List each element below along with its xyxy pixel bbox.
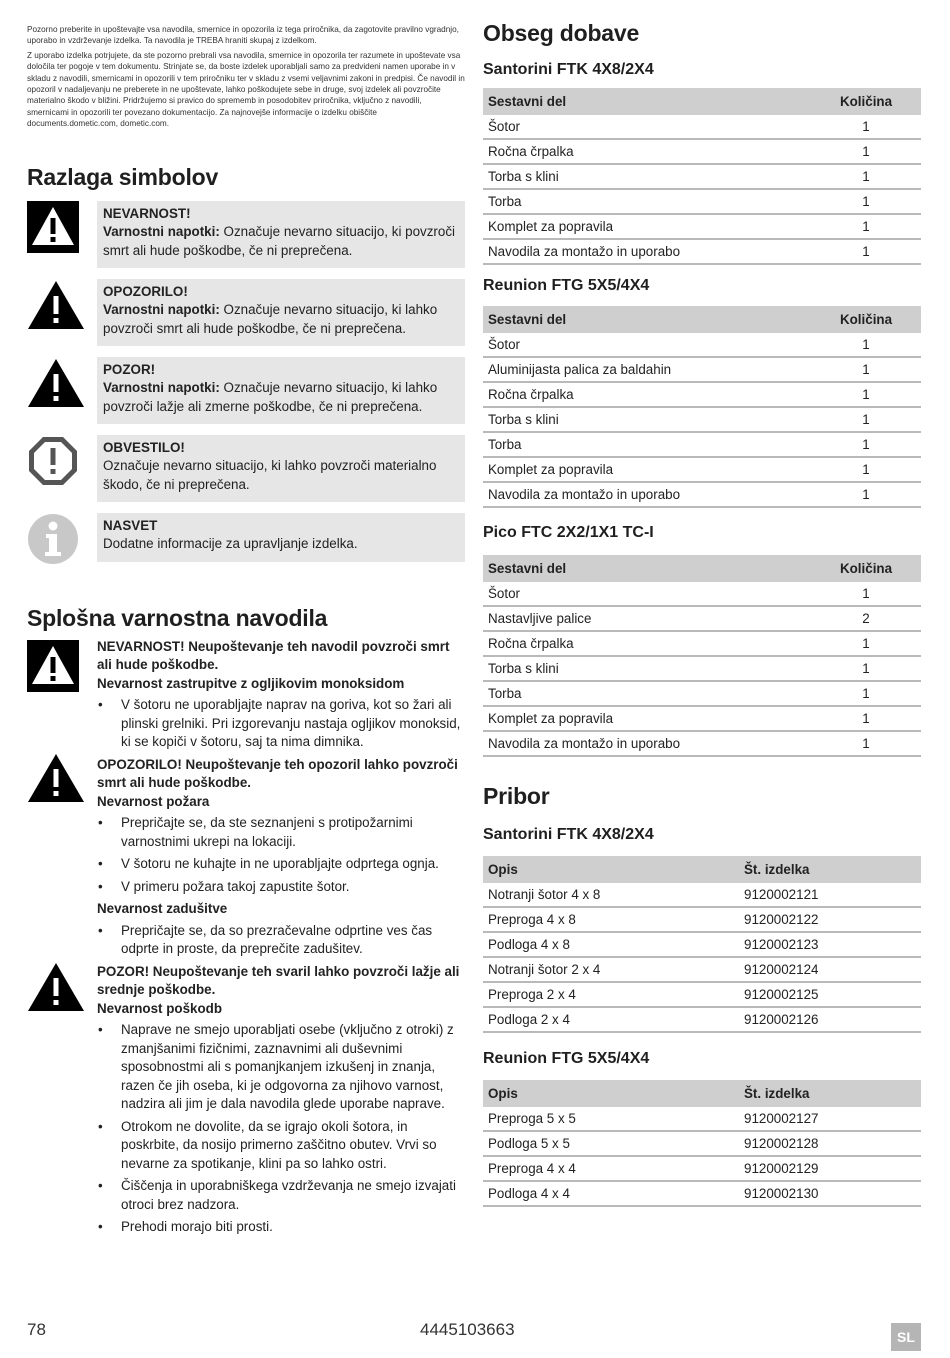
cell-part: Nastavljive palice	[483, 606, 811, 631]
accessories-table-2	[483, 1080, 921, 1207]
symbol-notice-box	[97, 435, 465, 503]
cell-part: Torba	[483, 432, 811, 457]
cell-number: 9120002122	[739, 907, 921, 932]
right-column	[483, 20, 921, 1207]
list-item: • V šotoru ne kuhajte in ne uporabljajte odprtega ognja.	[97, 855, 465, 874]
table-row	[483, 1107, 921, 1131]
language-badge: SL	[891, 1323, 921, 1351]
cell-qty: 1	[811, 457, 921, 482]
cell-part: Torba s klini	[483, 656, 811, 681]
list-item: • Prepričajte se, da so prezračevalne odprtine ves čas odprte in proste, da preprečite zadušitev.	[97, 922, 465, 959]
cell-number: 9120002121	[739, 883, 921, 907]
col-header-number: Št. izdelka	[739, 1080, 921, 1107]
table-row	[483, 139, 921, 164]
table-row	[483, 957, 921, 982]
symbol-danger-title: NEVARNOST!	[103, 205, 191, 221]
symbol-tip-text: Dodatne informacije za upravljanje izdelka.	[103, 536, 358, 552]
cell-part: Navodila za montažo in uporabo	[483, 731, 811, 756]
warning-triangle-icon	[27, 752, 85, 804]
cell-part: Aluminijasta palica za baldahin	[483, 357, 811, 382]
safety-warning	[27, 756, 465, 959]
cell-desc: Podloga 4 x 4	[483, 1181, 739, 1206]
safety-caution	[27, 963, 465, 1237]
cell-number: 9120002129	[739, 1156, 921, 1181]
symbol-danger-box	[97, 201, 465, 269]
table-row	[483, 706, 921, 731]
table-row	[483, 1131, 921, 1156]
cell-desc: Podloga 4 x 8	[483, 932, 739, 957]
caution-triangle-icon	[27, 357, 85, 409]
col-header-number: Št. izdelka	[739, 856, 921, 883]
cell-part: Komplet za popravila	[483, 214, 811, 239]
symbol-caution-lead: Varnostni napotki:	[103, 380, 220, 396]
safety-caution-head: POZOR! Neupoštevanje teh svaril lahko povzroči lažje ali srednje poškodbe.	[97, 963, 460, 998]
symbol-warning-box	[97, 279, 465, 347]
scope-table-1	[483, 88, 921, 265]
col-header-qty: Količina	[811, 306, 921, 333]
info-icon	[27, 513, 79, 565]
safety-danger	[27, 638, 465, 752]
cell-qty: 1	[811, 706, 921, 731]
cell-part: Šotor	[483, 333, 811, 357]
safety-danger-sub: Nevarnost zastrupitve z ogljikovim monoksidom	[97, 675, 405, 691]
table-row	[483, 432, 921, 457]
cell-desc: Preproga 5 x 5	[483, 1107, 739, 1131]
cell-qty: 1	[811, 357, 921, 382]
table-row	[483, 189, 921, 214]
safety-warning-list-1	[97, 814, 465, 896]
table-row	[483, 214, 921, 239]
safety-caution-sub: Nevarnost poškodb	[97, 1000, 223, 1016]
table-row	[483, 582, 921, 606]
safety-warning-sub2: Nevarnost zadušitve	[97, 901, 228, 917]
safety-danger-head: NEVARNOST! Neupoštevanje teh navodil povzroči smrt ali hude poškodbe.	[97, 638, 450, 673]
intro-text	[27, 24, 465, 130]
cell-qty: 1	[811, 681, 921, 706]
cell-part: Ročna črpalka	[483, 139, 811, 164]
safety-heading: Splošna varnostna navodila	[27, 604, 328, 631]
intro-paragraph-1: Pozorno preberite in upoštevajte vsa navodila, smernice in opozorila iz tega priročnika, da zagotovite pravilno vgradnjo, uporabo in vzdrževanje izdelka. Ta navodila je TREBA hraniti skupaj z izdelkom.	[27, 25, 459, 46]
cell-qty: 1	[811, 382, 921, 407]
cell-part: Torba	[483, 189, 811, 214]
table-row	[483, 982, 921, 1007]
danger-warning-triangle-icon	[27, 201, 79, 253]
intro-paragraph-2: Z uporabo izdelka potrjujete, da ste pozorno prebrali vsa navodila, smernice in opozorila ter razumete in upoštevate vsa določila ter pogoje v tem dokumentu. Strinjate se, da boste izdelek uporabljali samo za predvideni namen uporabe in v skladu z navodili, smernicami in opozorili v tem priročniku ter v skladu z vsemi veljavnimi zakoni in predpisi. Če navodil in opozoril v nadaljevanju ne preberete in ne upoštevate, lahko poškodujete sebe in druge, svoj izdelek ali povzročite materialno škodo v bližini. Pridržujemo si pravico do sprememb in posodobitev priročnika, vključno z navodili, smernicami in opozorili ter povezano dokumentacijo. Za najnovejše informacije o izdelku obiščite documents.dometic.com, dometic.com.	[27, 50, 465, 129]
cell-number: 9120002123	[739, 932, 921, 957]
cell-qty: 1	[811, 214, 921, 239]
cell-qty: 1	[811, 189, 921, 214]
cell-part: Komplet za popravila	[483, 706, 811, 731]
table-row	[483, 115, 921, 139]
table-row	[483, 681, 921, 706]
table-row	[483, 1007, 921, 1032]
accessories-table-1	[483, 856, 921, 1033]
accessories-table-1-title: Santorini FTK 4X8/2X4	[483, 826, 654, 843]
cell-desc: Preproga 4 x 4	[483, 1156, 739, 1181]
symbol-caution-text: Označuje nevarno situacijo, ki lahko povzroči lažje ali zmerne poškodbe, če ni preprečena.	[103, 380, 438, 414]
scope-table-3-title: Pico FTC 2X2/1X1 TC-I	[483, 524, 654, 541]
table-row	[483, 239, 921, 264]
safety-warning-sub1: Nevarnost požara	[97, 793, 210, 809]
cell-desc: Notranji šotor 4 x 8	[483, 883, 739, 907]
symbol-caution-title: POZOR!	[103, 361, 156, 377]
table-header-row	[483, 555, 921, 582]
symbol-danger-text: Označuje nevarno situacijo, ki povzroči smrt ali hude poškodbe, če ni preprečena.	[103, 224, 456, 258]
col-header-desc: Opis	[483, 1080, 739, 1107]
cell-qty: 1	[811, 482, 921, 507]
symbols-heading: Razlaga simbolov	[27, 163, 219, 190]
symbol-warning-title: OPOZORILO!	[103, 283, 188, 299]
accessories-table-2-title: Reunion FTG 5X5/4X4	[483, 1050, 650, 1067]
cell-number: 9120002126	[739, 1007, 921, 1032]
cell-number: 9120002128	[739, 1131, 921, 1156]
table-row	[483, 357, 921, 382]
cell-qty: 1	[811, 239, 921, 264]
symbol-caution-box	[97, 357, 465, 425]
cell-qty: 1	[811, 731, 921, 756]
cell-part: Torba	[483, 681, 811, 706]
cell-desc: Preproga 4 x 8	[483, 907, 739, 932]
table-row	[483, 932, 921, 957]
cell-desc: Preproga 2 x 4	[483, 982, 739, 1007]
list-item: • V primeru požara takoj zapustite šotor.	[97, 878, 465, 897]
cell-qty: 1	[811, 139, 921, 164]
scope-table-1-title: Santorini FTK 4X8/2X4	[483, 61, 654, 78]
list-item: • Naprave ne smejo uporabljati osebe (vključno z otroki) z zmanjšanimi fizičnimi, zaznavnimi ali duševnimi sposobnostmi ali s pomanjkanjem izkušenj in znanja, razen če jih oseba, ki je odgovorna za njihovo varnost, nadzira ali jim je dala navodila glede uporabe naprave.	[97, 1021, 465, 1114]
cell-qty: 1	[811, 164, 921, 189]
cell-qty: 1	[811, 656, 921, 681]
cell-part: Torba s klini	[483, 407, 811, 432]
cell-qty: 2	[811, 606, 921, 631]
col-header-qty: Količina	[811, 555, 921, 582]
symbol-caution	[27, 357, 465, 421]
list-item: • Čiščenja in uporabniškega vzdrževanja ne smejo izvajati otroci brez nadzora.	[97, 1177, 465, 1214]
safety-caution-list	[97, 1021, 465, 1237]
list-item: • Otrokom ne dovolite, da se igrajo okoli šotora, in poskrbite, da nosijo primerno zaščitno obutev. Vrvi so nevarne za spotikanje, klini pa so lahko ostri.	[97, 1118, 465, 1174]
danger-warning-triangle-icon	[27, 640, 79, 692]
cell-number: 9120002130	[739, 1181, 921, 1206]
symbol-danger	[27, 201, 465, 265]
symbol-warning-lead: Varnostni napotki:	[103, 302, 220, 318]
cell-part: Ročna črpalka	[483, 382, 811, 407]
table-row	[483, 656, 921, 681]
list-item: • V šotoru ne uporabljajte naprav na goriva, kot so žari ali plinski grelniki. Pri izgorevanju nastaja ogljikov monoksid, ki se kopiči v šotoru, saj ta nima dimnika.	[97, 696, 465, 752]
table-row	[483, 407, 921, 432]
table-row	[483, 883, 921, 907]
safety-danger-list	[97, 696, 465, 752]
table-row	[483, 164, 921, 189]
cell-qty: 1	[811, 631, 921, 656]
table-row	[483, 333, 921, 357]
left-column	[27, 24, 465, 1241]
list-item: • Prehodi morajo biti prosti.	[97, 1218, 465, 1237]
symbol-warning	[27, 279, 465, 343]
symbol-warning-text: Označuje nevarno situacijo, ki lahko povzroči smrt ali hude poškodbe, če ni preprečena.	[103, 302, 438, 336]
table-row	[483, 382, 921, 407]
caution-triangle-icon	[27, 961, 85, 1013]
cell-part: Torba s klini	[483, 164, 811, 189]
table-row	[483, 1181, 921, 1206]
symbol-tip-box	[97, 513, 465, 562]
table-row	[483, 457, 921, 482]
cell-part: Navodila za montažo in uporabo	[483, 239, 811, 264]
scope-table-2	[483, 306, 921, 508]
table-row	[483, 631, 921, 656]
col-header-part: Sestavni del	[483, 88, 811, 115]
cell-part: Navodila za montažo in uporabo	[483, 482, 811, 507]
col-header-qty: Količina	[811, 88, 921, 115]
accessories-heading: Pribor	[483, 783, 550, 809]
cell-number: 9120002127	[739, 1107, 921, 1131]
cell-part: Ročna črpalka	[483, 631, 811, 656]
cell-qty: 1	[811, 333, 921, 357]
cell-qty: 1	[811, 582, 921, 606]
scope-table-3	[483, 555, 921, 757]
table-header-row	[483, 88, 921, 115]
symbol-tip-title: NASVET	[103, 517, 158, 533]
table-row	[483, 606, 921, 631]
table-row	[483, 907, 921, 932]
symbol-notice	[27, 435, 465, 499]
cell-part: Šotor	[483, 582, 811, 606]
col-header-part: Sestavni del	[483, 306, 811, 333]
safety-warning-head: OPOZORILO! Neupoštevanje teh opozoril lahko povzroči smrt ali hude poškodbe.	[97, 756, 458, 791]
cell-part: Komplet za popravila	[483, 457, 811, 482]
page-number: 78	[27, 1320, 46, 1339]
scope-heading: Obseg dobave	[483, 20, 640, 46]
cell-number: 9120002125	[739, 982, 921, 1007]
symbol-danger-lead: Varnostni napotki:	[103, 224, 220, 240]
cell-qty: 1	[811, 432, 921, 457]
cell-desc: Podloga 5 x 5	[483, 1131, 739, 1156]
cell-part: Šotor	[483, 115, 811, 139]
cell-desc: Notranji šotor 2 x 4	[483, 957, 739, 982]
cell-desc: Podloga 2 x 4	[483, 1007, 739, 1032]
table-header-row	[483, 1080, 921, 1107]
table-row	[483, 482, 921, 507]
symbol-notice-text: Označuje nevarno situacijo, ki lahko povzroči materialno škodo, če ni preprečena.	[103, 458, 437, 492]
col-header-desc: Opis	[483, 856, 739, 883]
table-header-row	[483, 306, 921, 333]
scope-table-2-title: Reunion FTG 5X5/4X4	[483, 277, 650, 294]
table-header-row	[483, 856, 921, 883]
table-row	[483, 731, 921, 756]
symbol-notice-title: OBVESTILO!	[103, 439, 185, 455]
notice-octagon-icon	[27, 435, 79, 487]
list-item: • Prepričajte se, da ste seznanjeni s protipožarnimi varnostnimi ukrepi na lokaciji.	[97, 814, 465, 851]
document-number: 4445103663	[420, 1320, 515, 1339]
table-row	[483, 1156, 921, 1181]
symbol-tip	[27, 513, 465, 569]
cell-qty: 1	[811, 115, 921, 139]
cell-number: 9120002124	[739, 957, 921, 982]
col-header-part: Sestavni del	[483, 555, 811, 582]
warning-triangle-icon	[27, 279, 85, 331]
symbols-list	[27, 201, 465, 569]
cell-qty: 1	[811, 407, 921, 432]
safety-warning-list-2	[97, 922, 465, 959]
